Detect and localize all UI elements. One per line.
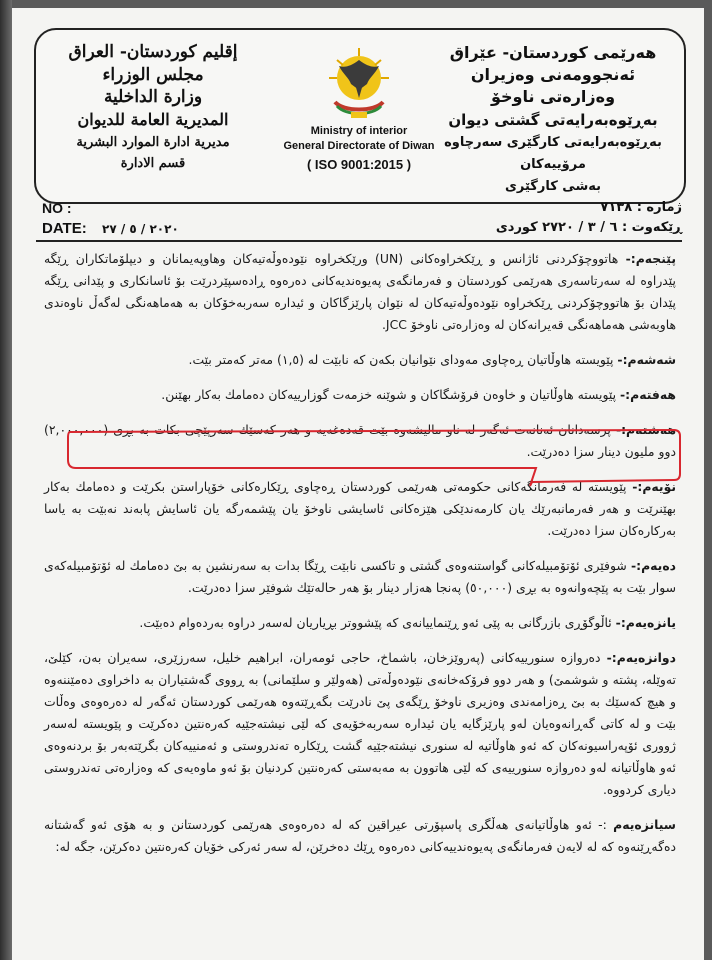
clause-10 [44, 555, 676, 599]
clause-title: دەیەم:- [630, 558, 676, 573]
clause-text: پرسەدانان ئەنانەت ئەگەر لە ناو مالیشەوە بێت قەدەغەیە و هەر كەسێك سەرپێچی بكات بە بڕی (٢,٠٠٠,٠٠٠) دوو ملیون دینار سزا دەدرێت. [44, 422, 676, 459]
letterhead-line: المديرية العامة للديوان [77, 110, 229, 129]
ministry-name-en: Ministry of interior [310, 125, 408, 137]
document-number: ژمارە : ٧١٣٨ [600, 200, 682, 215]
clause-title: یانزەیەم:- [615, 615, 676, 630]
clause-13 [44, 814, 676, 858]
clause-title: نۆیەم:- [632, 479, 676, 494]
red-highlight-outline [62, 426, 682, 488]
letterhead-center [274, 38, 444, 172]
document-date-kurdish: ڕێكەوت : ٦ / ٣ / ٢٧٢٠ كوردی [495, 220, 682, 235]
clause-text: پێویستە هاوڵاتیان و خاوەن فرۆشگاكان و شوێنە خزمەت گوزارییەكان دەمامك بەكار بهێنن. [161, 387, 621, 402]
letterhead-line: بەشی كارگێری [504, 179, 602, 194]
letterhead-line: وەزارەتی ناوخۆ [490, 87, 616, 106]
clause-text: هاتووچۆكردنی ئاژانس و ڕێكخراوەكانی (UN) ورێكخراوە نێودەوڵەتیەكان وهاوپەیمانان و دیپلۆماتكاران ڕێگە پێدراوە لە سەرتاسەری هەرێمی كوردستان و فەرمانگەی پەیوەندیەكانی دەرەوە ڕادەسپێردرێت بۆ ئاسانكاری و پێدانی ڕێگە پێدان بۆ هاتووچۆكردنی ڕێكخراوە نێودەوڵەتیەكان لە نێوان پارێزگاكان و ئیدارە سەربەخۆكان بە هەماهەنگی لەگەڵ ناوەندی هاوبەشی هەماهەنگی قەیرانەكان لە وەزارەتی ناوخۆ JCC. [44, 251, 676, 332]
letterhead-line: مديرية ادارة الموارد البشرية [76, 135, 230, 150]
kurdistan-emblem-icon [321, 38, 397, 124]
clause-title: سیانزەیەم [613, 817, 676, 832]
clause-title: دوانزەیەم:- [606, 650, 676, 665]
clause-7 [44, 384, 676, 406]
letterhead-line: قسم الادارة [120, 156, 186, 171]
clause-title: شەشەم:- [617, 352, 676, 367]
clause-text: پێویستە هاوڵاتیان ڕەچاوی مەودای نێوانیان بكەن كە نابێت لە (١,٥) مەتر كەمتر بێت. [188, 352, 618, 367]
clause-title: هەفتەم:- [620, 387, 676, 402]
clause-6 [44, 349, 676, 371]
letterhead-kurdish [438, 42, 668, 198]
clause-text: شوفێری ئۆتۆمبیلەكانی گواستنەوەی گشتی و تاكسی نابێت ڕێگا بدات بە سەرنشین بە بێ دەمامك لە ئۆتۆمبیلەكەی سوار بێت بە پێچەوانەوە بە بڕی (٥٠,٠٠٠) پەنجا هەزار دینار بۆ هەر حالەتێك شوفێر سزا دەدرێت. [44, 558, 676, 595]
clause-text: :- ئەو هاوڵاتیانەی هەڵگری پاسپۆرتی عیراقین كە لە دەرەوەی هەرێمی كوردستانن و بە هۆی ئەو گەشتانە دەگەڕێنەوە كە لە لایەن فەرمانگەی پەیوەندییەكانی دەرەوە ڕێك دەخرێن، لە سەر ئەركی خۆیان كەرەنتین دەكرێن، جگە لە: [44, 817, 676, 854]
letterhead-frame [34, 28, 686, 204]
iso-label: ( ISO 9001:2015 ) [306, 157, 412, 172]
document-page [12, 8, 704, 960]
letterhead-line: بەڕێوەبەرایەتی كارگێری سەرچاوە مرۆییەكان [444, 135, 662, 172]
letterhead-arabic [58, 40, 248, 174]
clause-12 [44, 647, 676, 801]
letterhead-line: وزارة الداخلية [103, 87, 203, 107]
header-divider [36, 240, 682, 242]
clause-title: پێنجەم:- [625, 251, 676, 266]
letterhead-line: هەرێمی كوردستان- عێراق [449, 43, 657, 62]
letterhead-line: ئەنجوومەنی وەزیران [470, 65, 636, 84]
letterhead-line: مجلس الوزراء [102, 65, 204, 85]
document-meta [42, 198, 682, 242]
date-label-en: DATE: [42, 220, 87, 237]
date-value: ٢٠٢٠ / ٥ / ٢٧ [102, 222, 179, 236]
photo-edge-shadow [0, 0, 12, 960]
clause-5 [44, 248, 676, 336]
clause-title: هەشتەم:- [615, 422, 676, 437]
number-label-en: NO : [42, 200, 72, 216]
directorate-name-en: General Directorate of Diwan [283, 140, 435, 152]
clause-text: ئاڵوگۆڕی بازرگانی بە پێی ئەو ڕێنماییانەی كە پێشووتر بڕیاریان لەسەر دراوە بەردەوام دەبێت. [139, 615, 616, 630]
clause-text: پێویستە لە فەرمانگەكانی حكومەتی هەرێمی كوردستان ڕەچاوی ڕێكارەكانی خۆپاراستن بكرێت و دەمامك بەكار بهێنرێت و هەر فەرمانبەرێك یان كارمەندێكی هێزەكانی ئاسایشی ناوخۆ یان پێشمەرگە یان ئاسایش پابەند نەبێت بە یاسا بەركارەكان سزا دەدرێت. [44, 479, 676, 538]
letterhead-line: بەڕێوەبەرایەتی گشتی دیوان [448, 111, 658, 129]
document-body [44, 248, 676, 871]
letterhead-line: إقليم كوردستان- العراق [68, 42, 238, 62]
clause-11 [44, 612, 676, 634]
clause-text: دەروازە سنورییەكانی (پەروێزخان، باشماخ، حاجی ئومەران، ابراهیم خلیل، سەرزێری، سەیران بەن، كێلێ، تەوێلە، پشتە و شوشمێ) و هەر دوو فرۆكەخانەی نێودەوڵەتی (هەولێر و سلێمانی) بە ڕووی گەشتیاران بە داخراوی دەمێننەوە و هیچ كەسێك بە بێ ڕەزامەندی وەزیری ناوخۆ ڕێگەی پێ نادرێت بگەڕێتەوە هەرێمی كوردستان ئەگەر لە دەرەوەی وەڵات بێت و لە كاتی گەڕانەوەیان لەو پارێزگایە یان ئیدارە سەربەخۆیەی كە لێی نیشتەجێیە كەرەنتین دەكرێت و پێویستە لەسەر ژووری ئۆپەراسیونەكان كە ئەو هاوڵاتیە لە سنوری نیشتەجێیە گشت ڕێكارە تەندروستی و ئەمنییەكان بگرێتەبەر بۆ بردنەوەی ئەو هاوڵاتیانە لەو دەروازە سنورییەی كە لێی هاتوون بە مەبەستی كەرەنتین كردنیان بۆ ئەو ماوەیەی كە وەزارەتی تەندروستی دیاری كردووە. [44, 650, 676, 797]
